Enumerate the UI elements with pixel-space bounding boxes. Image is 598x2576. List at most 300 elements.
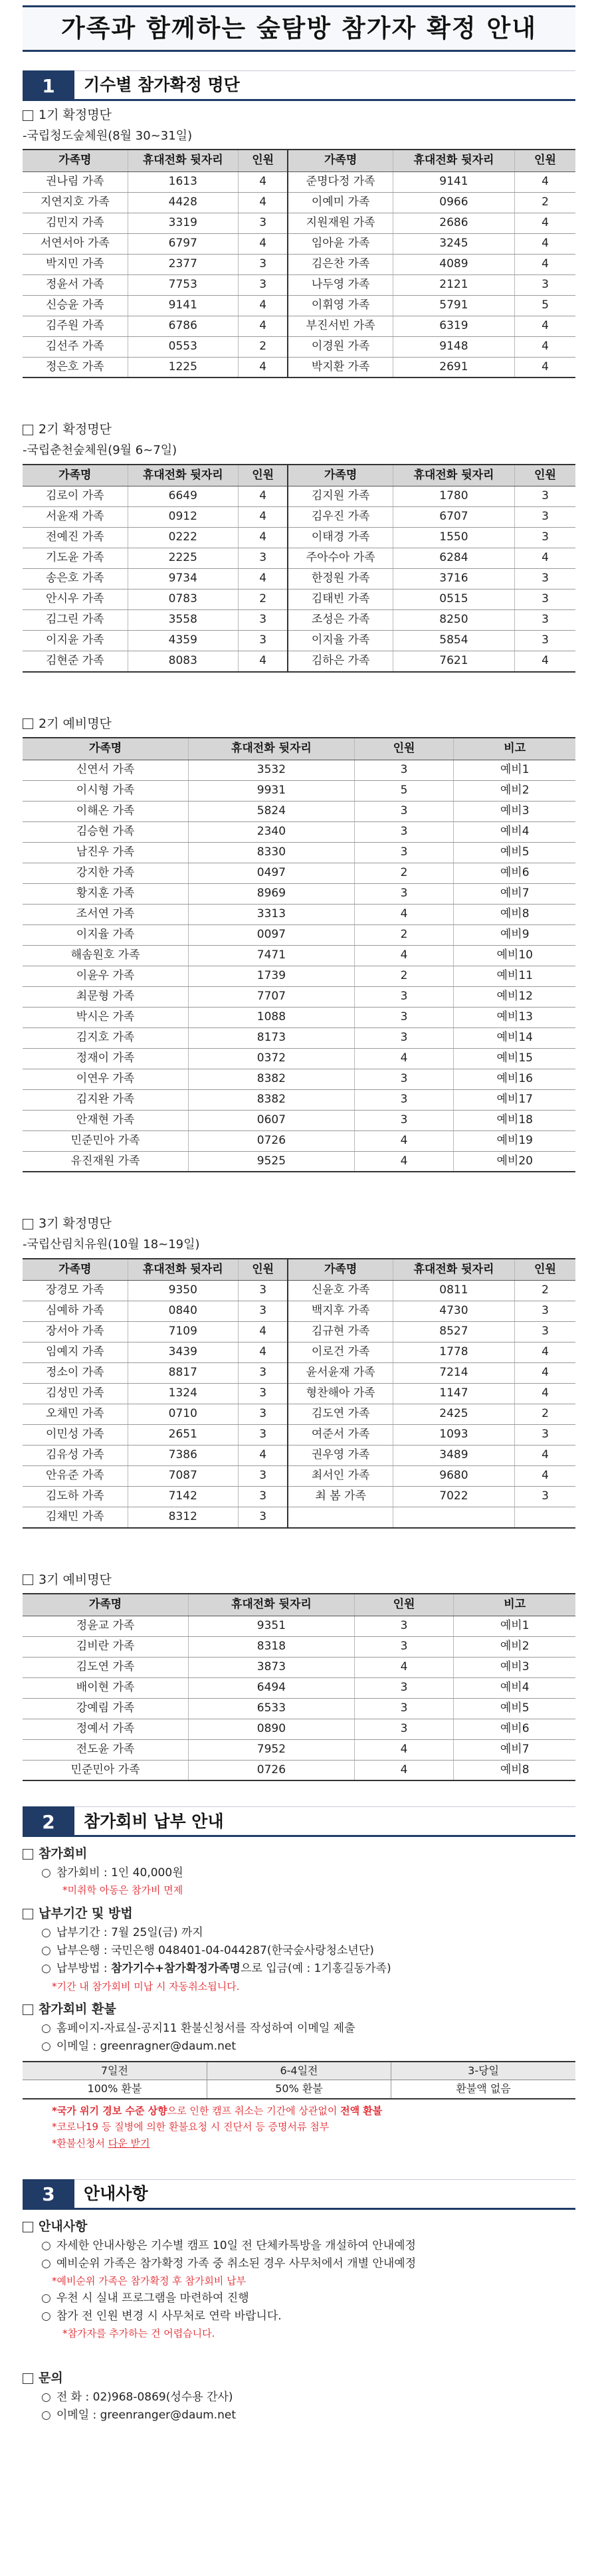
table-cell: 김도하 가족 [23, 1487, 128, 1507]
table-cell: 이지윤 가족 [23, 631, 128, 651]
table-cell: 7707 [189, 986, 355, 1007]
table-cell: 예비9 [454, 924, 575, 945]
circle-bullet-icon: ○ [41, 2309, 51, 2323]
table-cell: 4 [514, 1446, 575, 1466]
table-cell: 4 [354, 1151, 454, 1172]
table-cell: 1324 [128, 1384, 238, 1404]
table-cell: 신윤호 가족 [288, 1281, 393, 1301]
table-cell: 5 [514, 295, 575, 316]
table-cell: 4 [238, 1446, 288, 1466]
batch1-heading [23, 108, 575, 124]
fee-heading-text: 참가회비 [39, 1846, 88, 1862]
table-cell: 4 [514, 233, 575, 254]
table-cell: 0222 [128, 528, 238, 548]
table-cell: 9680 [393, 1466, 514, 1487]
table-cell: 정윤서 가족 [23, 274, 128, 295]
column-header: 비고 [454, 738, 575, 760]
table-cell: 4 [238, 171, 288, 192]
table-cell: 예비16 [454, 1069, 575, 1089]
table-cell: 유진재원 가족 [23, 1151, 189, 1172]
checkbox-icon [23, 110, 33, 121]
table-cell: 4 [514, 1342, 575, 1363]
table-cell: 5791 [393, 295, 514, 316]
payment-method-bold: 참가기수+참가확정가족명 [111, 1962, 241, 1976]
table-cell: 예비19 [454, 1130, 575, 1151]
refund-note1-bold: *국가 위기 경보 수준 상향 [52, 2104, 167, 2117]
table-cell: 0726 [189, 1130, 355, 1151]
column-header: 휴대전화 뒷자리 [189, 738, 355, 760]
table-cell: 3 [514, 486, 575, 507]
table-row [23, 1281, 575, 1301]
notice-item-text: 우천 시 실내 프로그램을 마련하여 진행 [56, 2291, 249, 2305]
table-cell: 4 [238, 1322, 288, 1342]
table-cell: 3 [354, 1110, 454, 1130]
table-cell: 김태빈 가족 [288, 590, 393, 610]
table-cell: 1739 [189, 966, 355, 986]
table-row [23, 316, 575, 336]
table-cell: 이해온 가족 [23, 801, 189, 821]
circle-bullet-icon: ○ [41, 2256, 51, 2270]
refund-note1-strong: 전액 환불 [340, 2104, 383, 2117]
column-header: 비고 [454, 1594, 575, 1616]
page-title: 가족과 함께하는 숲탐방 참가자 확정 안내 [60, 13, 538, 43]
table-row [23, 966, 575, 986]
payment-period-text: 납부기간 : 7월 25일(금) 까지 [56, 1925, 203, 1939]
table-cell: 1778 [393, 1342, 514, 1363]
table-cell: 3 [354, 821, 454, 842]
table-cell: 예비1 [454, 760, 575, 780]
table-header-row [23, 1259, 575, 1281]
table-row [23, 1466, 575, 1487]
table-row [23, 1384, 575, 1404]
table-cell: 7952 [189, 1739, 355, 1760]
table-row [23, 1616, 575, 1636]
column-header: 휴대전화 뒷자리 [393, 465, 514, 486]
table-cell: 3 [238, 1363, 288, 1384]
table-cell: 김선주 가족 [23, 336, 128, 357]
table-cell: 4 [514, 548, 575, 569]
table-cell: 김도연 가족 [23, 1657, 189, 1677]
batch2-heading [23, 422, 575, 438]
column-header: 휴대전화 뒷자리 [128, 1259, 238, 1281]
table-cell: 6797 [128, 233, 238, 254]
table-cell: 0372 [189, 1048, 355, 1069]
reserve3-table [23, 1593, 575, 1781]
contact-email-text[interactable]: 이메일 : greenranger@daum.net [56, 2409, 237, 2422]
table-cell: 장경모 가족 [23, 1281, 128, 1301]
notice-item [41, 2239, 575, 2253]
table-cell: 권나림 가족 [23, 171, 128, 192]
table-cell: 김주원 가족 [23, 316, 128, 336]
table-cell: 3245 [393, 233, 514, 254]
table-cell: 3 [238, 254, 288, 274]
fee-text: 참가회비 : 1인 40,000원 [56, 1866, 183, 1879]
table-cell: 서연서아 가족 [23, 233, 128, 254]
table-cell: 1613 [128, 171, 238, 192]
table-cell: 4428 [128, 192, 238, 213]
table-cell: 예비4 [454, 1677, 575, 1698]
payment-method-suffix: 으로 입금(예 : 1기홍길동가족) [240, 1962, 391, 1976]
table-cell: 6707 [393, 507, 514, 528]
column-header: 인원 [514, 150, 575, 171]
table-cell: 배이현 가족 [23, 1677, 189, 1698]
table-row [23, 863, 575, 883]
table-cell: 여준서 가족 [288, 1425, 393, 1446]
table-cell: 강예림 가족 [23, 1698, 189, 1719]
table-cell: 4 [238, 295, 288, 316]
table-cell: 2225 [128, 548, 238, 569]
table-cell: 7022 [393, 1487, 514, 1507]
circle-bullet-icon: ○ [41, 1962, 51, 1976]
table-cell: 송은호 가족 [23, 569, 128, 590]
contact-heading [23, 2371, 575, 2387]
table-cell: 예비20 [454, 1151, 575, 1172]
table-row [23, 548, 575, 569]
table-cell: 3 [514, 1301, 575, 1322]
checkbox-icon [23, 718, 33, 729]
table-cell: 6786 [128, 316, 238, 336]
circle-bullet-icon: ○ [41, 1925, 51, 1939]
table-cell: 3 [514, 631, 575, 651]
table-cell: 7753 [128, 274, 238, 295]
table-cell: 8083 [128, 651, 238, 672]
table-row [23, 904, 575, 924]
table-row [23, 1404, 575, 1425]
table-cell: 5824 [189, 801, 355, 821]
table-row [23, 1760, 575, 1780]
table-row [23, 1110, 575, 1130]
table-cell: 4 [514, 336, 575, 357]
table-cell: 3 [238, 1384, 288, 1404]
table-cell: 4 [514, 357, 575, 377]
table-cell: 한정원 가족 [288, 569, 393, 590]
table-cell [514, 1507, 575, 1528]
table-cell: 해솜원호 가족 [23, 945, 189, 966]
table-cell: 예비6 [454, 863, 575, 883]
table-cell: 0890 [189, 1719, 355, 1739]
table-cell: 김승현 가족 [23, 821, 189, 842]
section-title: 참가회비 납부 안내 [74, 1806, 575, 1837]
table-cell: 0966 [393, 192, 514, 213]
table-cell: 임아윤 가족 [288, 233, 393, 254]
table-cell: 4 [514, 1363, 575, 1384]
refund-note2: *코로나19 등 질병에 의한 환불요청 시 진단서 등 증명서류 첨부 [52, 2121, 330, 2133]
table-cell: 박지환 가족 [288, 357, 393, 377]
payment-heading [23, 1906, 575, 1922]
table-cell: 3319 [128, 213, 238, 233]
column-header: 가족명 [23, 150, 128, 171]
table-cell: 5854 [393, 631, 514, 651]
table-cell: 4 [354, 1130, 454, 1151]
checkbox-icon [23, 1909, 33, 1919]
table-row [23, 486, 575, 507]
table-cell: 김성민 가족 [23, 1384, 128, 1404]
circle-bullet-icon: ○ [41, 2238, 51, 2252]
refund-header-cell: 3-당일 [391, 2062, 575, 2080]
table-cell: 4 [354, 1657, 454, 1677]
column-header: 휴대전화 뒷자리 [128, 150, 238, 171]
batch1-table [23, 149, 575, 378]
batch2-heading-text: 2기 확정명단 [39, 422, 112, 437]
table-cell: 박지민 가족 [23, 254, 128, 274]
column-header: 가족명 [23, 738, 189, 760]
table-cell: 이로건 가족 [288, 1342, 393, 1363]
table-row [23, 1089, 575, 1110]
circle-bullet-icon: ○ [41, 1866, 51, 1879]
refund-value-cell: 환불액 없음 [391, 2080, 575, 2099]
table-cell: 4359 [128, 631, 238, 651]
table-cell: 남진우 가족 [23, 842, 189, 863]
table-cell: 3 [238, 1404, 288, 1425]
circle-bullet-icon: ○ [41, 2291, 51, 2305]
table-cell: 예비4 [454, 821, 575, 842]
table-cell: 6533 [189, 1698, 355, 1719]
refund-heading-text: 참가회비 환불 [39, 2002, 116, 2017]
contact-email [41, 2409, 575, 2422]
table-row [23, 1069, 575, 1089]
refund-download-link[interactable]: 다운 받기 [108, 2137, 150, 2149]
notice-add-note: *참가자를 추가하는 건 어렵습니다. [62, 2327, 215, 2340]
table-cell [393, 1507, 514, 1528]
table-cell: 김지호 가족 [23, 1027, 189, 1048]
table-cell: 3 [514, 1487, 575, 1507]
table-header-row [23, 150, 575, 171]
table-cell: 1093 [393, 1425, 514, 1446]
table-cell: 4 [238, 192, 288, 213]
table-cell: 2 [354, 863, 454, 883]
table-cell: 6284 [393, 548, 514, 569]
table-cell: 3 [238, 1507, 288, 1528]
notice-heading [23, 2219, 575, 2235]
table-cell: 9148 [393, 336, 514, 357]
table-row [23, 192, 575, 213]
contact-phone-text: 전 화 : 02)968-0869(성수용 간사) [56, 2390, 233, 2404]
checkbox-icon [23, 2222, 33, 2232]
table-cell: 9351 [189, 1616, 355, 1636]
table-cell: 임예지 가족 [23, 1342, 128, 1363]
table-cell: 9141 [393, 171, 514, 192]
table-row [23, 1151, 575, 1172]
table-cell: 예비13 [454, 1007, 575, 1027]
column-header: 가족명 [288, 150, 393, 171]
table-cell: 김우진 가족 [288, 507, 393, 528]
table-cell: 0811 [393, 1281, 514, 1301]
table-cell: 2686 [393, 213, 514, 233]
table-cell: 이윤우 가족 [23, 966, 189, 986]
column-header: 인원 [238, 1259, 288, 1281]
table-cell: 2377 [128, 254, 238, 274]
table-cell: 안유준 가족 [23, 1466, 128, 1487]
refund-header-cell: 6-4일전 [207, 2062, 391, 2080]
payment-method-prefix: 납부방법 : [56, 1962, 112, 1976]
table-cell: 8173 [189, 1027, 355, 1048]
table-cell: 예비1 [454, 1616, 575, 1636]
column-header: 가족명 [288, 1259, 393, 1281]
refund-heading [23, 2002, 575, 2018]
checkbox-icon [23, 1574, 33, 1585]
table-row [23, 254, 575, 274]
circle-bullet-icon: ○ [41, 2040, 51, 2054]
table-row [23, 945, 575, 966]
table-cell: 윤서윤재 가족 [288, 1363, 393, 1384]
table-cell: 민준민아 가족 [23, 1760, 189, 1780]
table-row [23, 924, 575, 945]
table-cell: 3 [238, 631, 288, 651]
column-header: 휴대전화 뒷자리 [189, 1594, 355, 1616]
table-cell: 3532 [189, 760, 355, 780]
checkbox-icon [23, 1849, 33, 1860]
table-cell: 예비12 [454, 986, 575, 1007]
table-cell: 조서연 가족 [23, 904, 189, 924]
table-row [23, 1322, 575, 1342]
notice-item [41, 2257, 575, 2271]
table-cell: 4 [354, 904, 454, 924]
table-header-row [23, 1594, 575, 1616]
table-cell: 3 [354, 1007, 454, 1027]
checkbox-icon [23, 2004, 33, 2015]
table-cell: 6649 [128, 486, 238, 507]
payment-bank-text: 납부은행 : 국민은행 048401-04-044287(한국숲사랑청소년단) [56, 1944, 374, 1957]
table-cell: 형찬해아 가족 [288, 1384, 393, 1404]
table-cell: 6494 [189, 1677, 355, 1698]
table-cell: 8318 [189, 1636, 355, 1657]
table-row [23, 883, 575, 904]
refund-note3-text: *환불신청서 [52, 2137, 108, 2149]
table-cell: 3489 [393, 1446, 514, 1466]
table-cell: 4 [238, 357, 288, 377]
table-cell: 8330 [189, 842, 355, 863]
table-cell: 0783 [128, 590, 238, 610]
table-cell: 2 [514, 1281, 575, 1301]
title-banner [23, 5, 575, 52]
table-cell: 4 [238, 569, 288, 590]
table-cell: 예비8 [454, 904, 575, 924]
table-cell: 4 [238, 316, 288, 336]
section-number: 2 [23, 1806, 74, 1837]
table-cell: 이예미 가족 [288, 192, 393, 213]
table-row [23, 569, 575, 590]
refund-header-cell: 7일전 [23, 2062, 207, 2080]
table-row [23, 357, 575, 377]
table-cell: 예비5 [454, 842, 575, 863]
table-row [23, 1677, 575, 1698]
table-cell: 안시우 가족 [23, 590, 128, 610]
reserve3-heading [23, 1572, 575, 1588]
table-cell: 2651 [128, 1425, 238, 1446]
table-cell: 서윤재 가족 [23, 507, 128, 528]
table-cell: 3 [238, 610, 288, 631]
table-cell: 예비11 [454, 966, 575, 986]
table-cell: 정윤교 가족 [23, 1616, 189, 1636]
table-cell: 4 [238, 486, 288, 507]
fee-heading [23, 1846, 575, 1862]
table-cell: 김하은 가족 [288, 651, 393, 672]
column-header: 휴대전화 뒷자리 [128, 465, 238, 486]
section-3-header [23, 2179, 575, 2210]
table-cell: 9931 [189, 780, 355, 801]
table-cell: 0710 [128, 1404, 238, 1425]
table-cell: 최 봄 가족 [288, 1487, 393, 1507]
table-row [23, 1342, 575, 1363]
table-cell: 3 [354, 1636, 454, 1657]
table-header-row [23, 465, 575, 486]
table-cell: 3 [514, 274, 575, 295]
reserve2-table [23, 737, 575, 1172]
refund-email-text[interactable]: 이메일 : greenragner@daum.net [56, 2040, 237, 2054]
table-cell: 1780 [393, 486, 514, 507]
table-cell: 김그린 가족 [23, 610, 128, 631]
table-cell: 3 [354, 842, 454, 863]
table-cell: 3 [354, 986, 454, 1007]
payment-heading-text: 납부기간 및 방법 [39, 1906, 133, 1921]
table-cell: 최서인 가족 [288, 1466, 393, 1487]
table-cell: 3 [354, 1027, 454, 1048]
table-cell: 4 [514, 651, 575, 672]
table-cell: 3 [354, 1698, 454, 1719]
table-cell [288, 1507, 393, 1528]
table-cell: 0097 [189, 924, 355, 945]
table-cell: 2 [514, 1404, 575, 1425]
table-cell: 4 [354, 1048, 454, 1069]
table-cell: 3 [354, 1616, 454, 1636]
table-cell: 김유성 가족 [23, 1446, 128, 1466]
table-cell: 이경원 가족 [288, 336, 393, 357]
table-cell: 3 [354, 1719, 454, 1739]
table-cell: 박시은 가족 [23, 1007, 189, 1027]
table-row [23, 336, 575, 357]
table-cell: 4 [238, 528, 288, 548]
section-1-header [23, 70, 575, 101]
table-cell: 예비15 [454, 1048, 575, 1069]
table-cell: 3 [238, 1425, 288, 1446]
table-row [23, 1507, 575, 1528]
table-row [23, 1636, 575, 1657]
payment-bank [41, 1944, 575, 1958]
refund-note3 [52, 2137, 575, 2150]
table-cell: 4 [514, 1466, 575, 1487]
table-cell: 3 [514, 590, 575, 610]
table-cell: 3 [514, 1425, 575, 1446]
batch3-heading-text: 3기 확정명단 [39, 1216, 112, 1232]
table-cell: 3558 [128, 610, 238, 631]
table-cell: 8250 [393, 610, 514, 631]
table-cell: 7087 [128, 1466, 238, 1487]
table-cell: 3 [238, 274, 288, 295]
table-cell: 0912 [128, 507, 238, 528]
table-cell: 1225 [128, 357, 238, 377]
circle-bullet-icon: ○ [41, 1944, 51, 1957]
table-cell: 4 [514, 254, 575, 274]
table-row [23, 1048, 575, 1069]
table-cell: 김채민 가족 [23, 1507, 128, 1528]
table-row [23, 801, 575, 821]
table-cell: 8969 [189, 883, 355, 904]
table-cell: 이시형 가족 [23, 780, 189, 801]
table-cell: 주아수아 가족 [288, 548, 393, 569]
column-header: 가족명 [23, 1594, 189, 1616]
batch1-heading-text: 1기 확정명단 [39, 108, 112, 122]
column-header: 인원 [514, 1259, 575, 1281]
table-row [23, 631, 575, 651]
table-cell: 백지후 가족 [288, 1301, 393, 1322]
fee-line [41, 1866, 575, 1880]
table-cell: 6319 [393, 316, 514, 336]
table-cell: 4 [514, 171, 575, 192]
table-cell: 4 [238, 651, 288, 672]
table-cell: 김규현 가족 [288, 1322, 393, 1342]
table-cell: 김은찬 가족 [288, 254, 393, 274]
table-cell: 이휘영 가족 [288, 295, 393, 316]
